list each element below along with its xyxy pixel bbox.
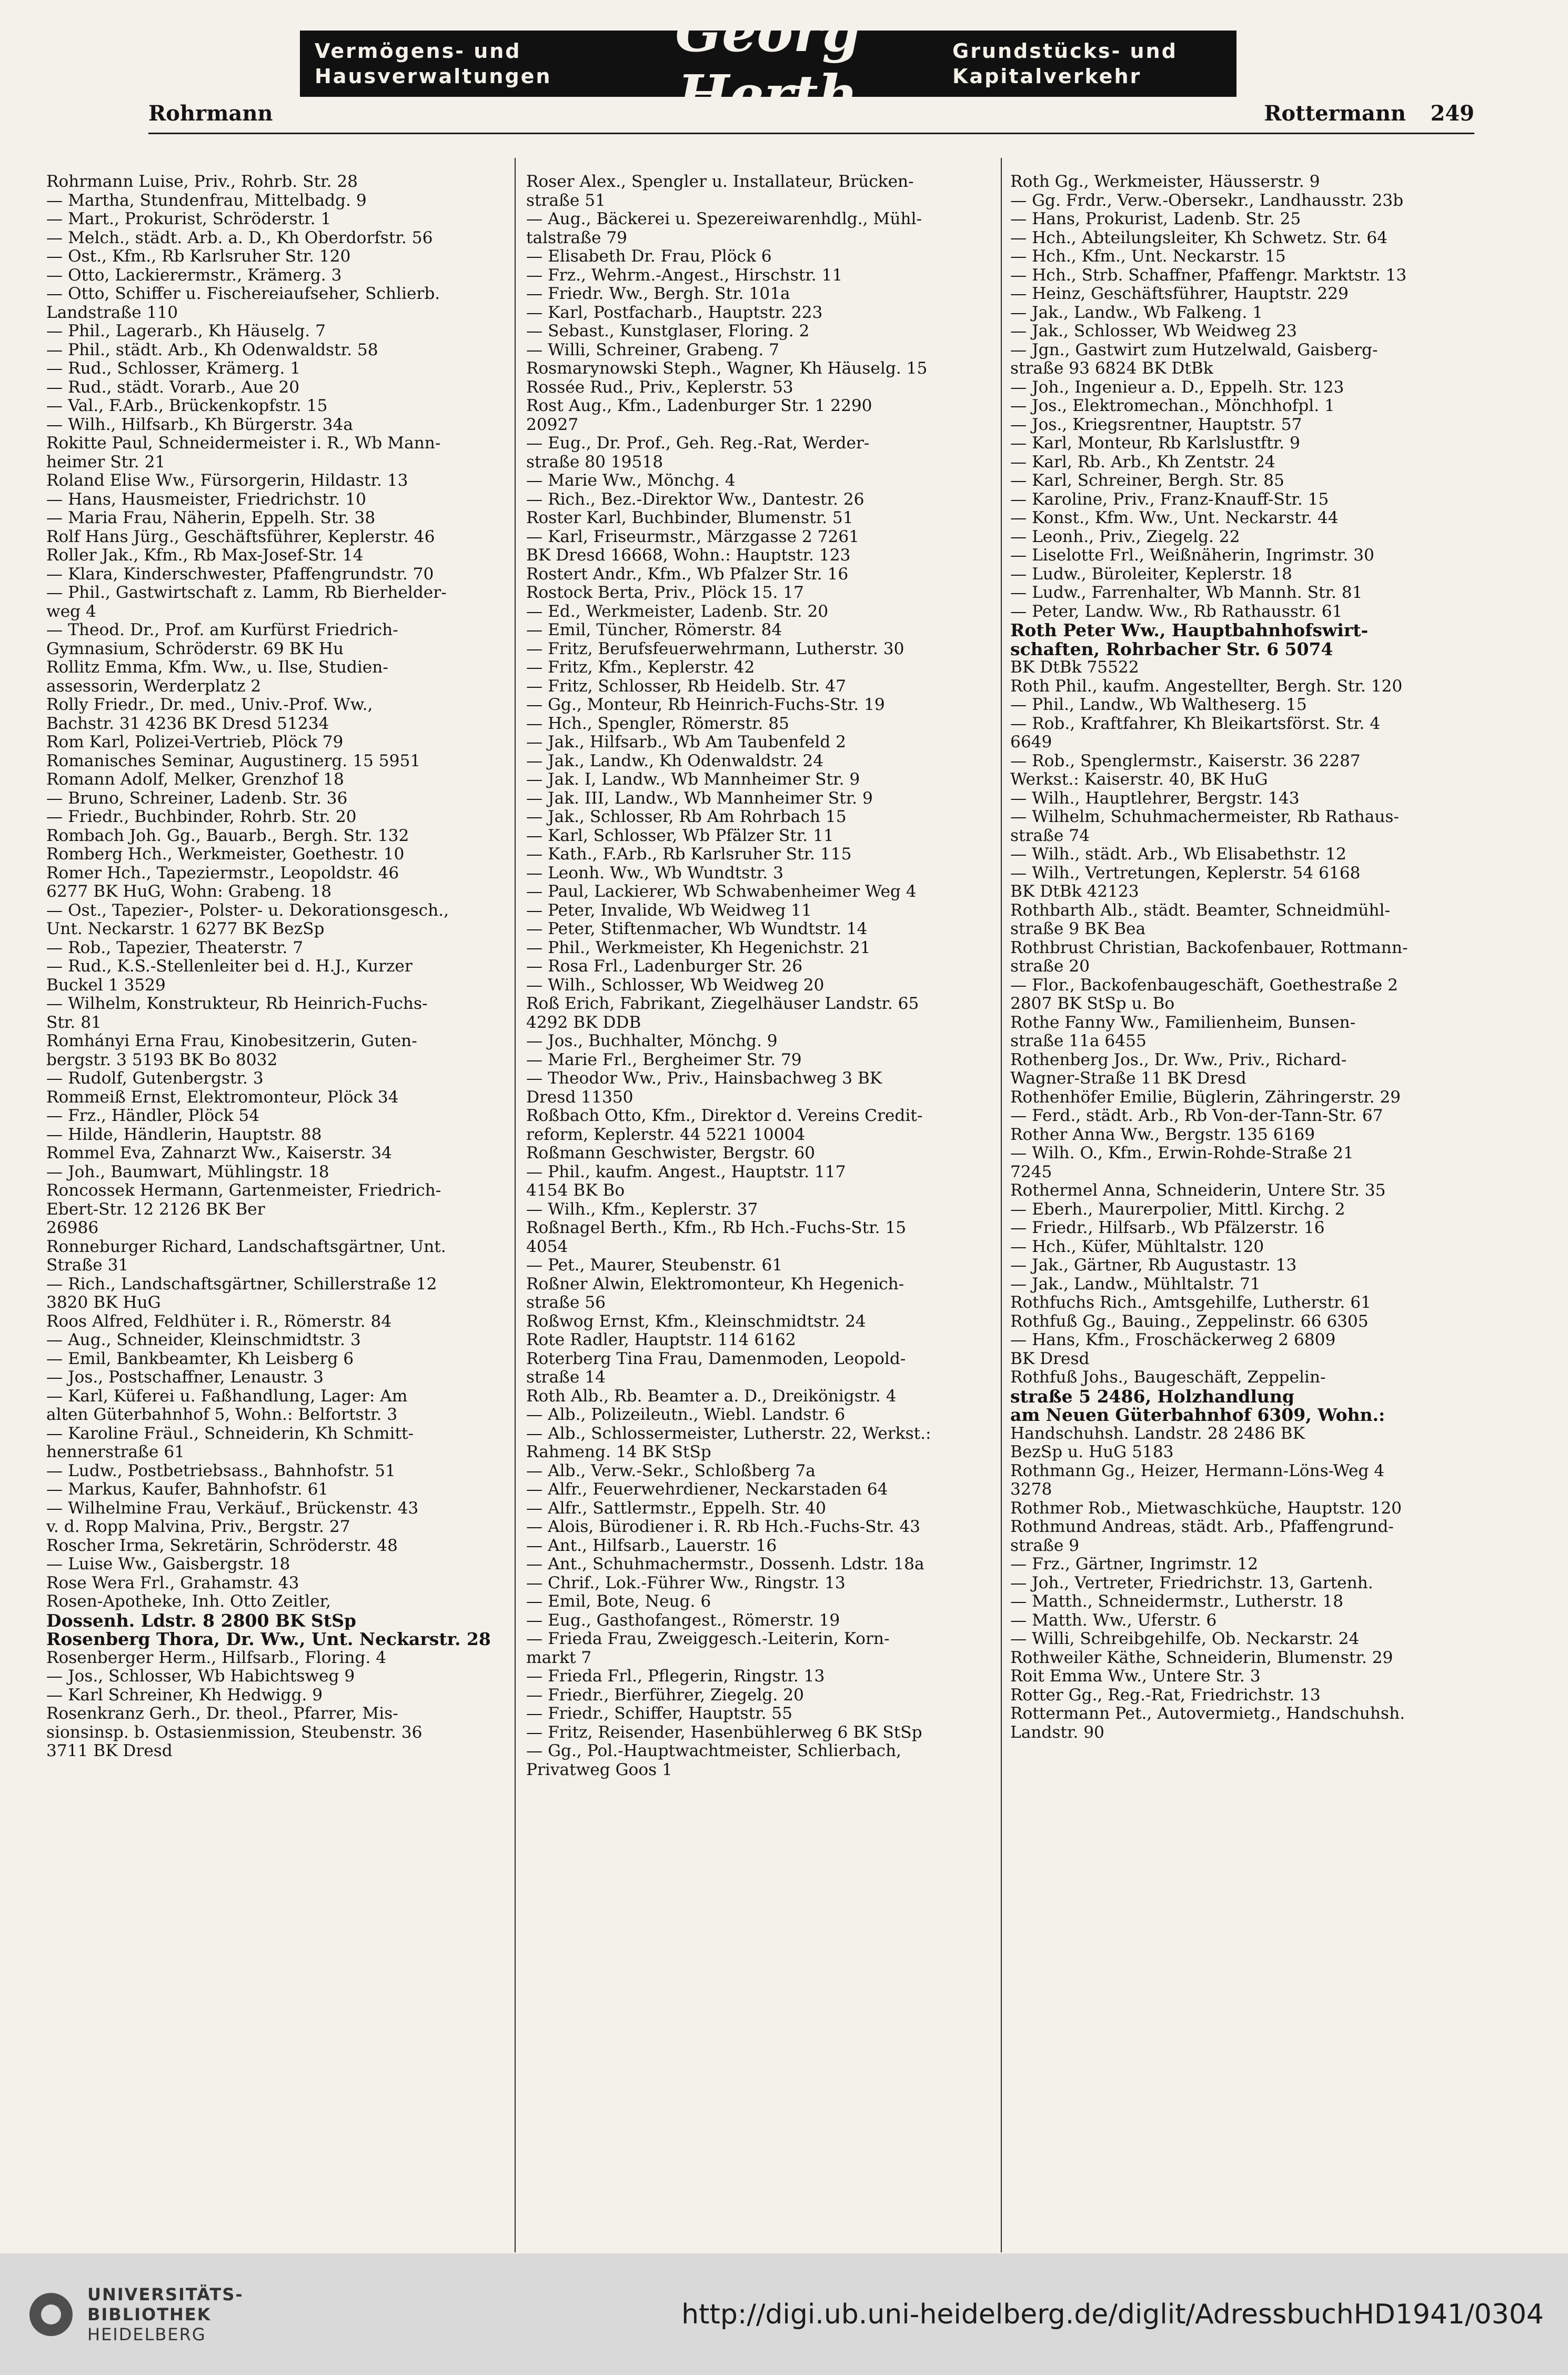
page-number: 249: [1430, 101, 1474, 126]
directory-entry: Roth Peter Ww., Hauptbahnhofswirt-: [1010, 621, 1369, 640]
directory-entry: Str. 81: [46, 1013, 102, 1032]
directory-entry: Rokitte Paul, Schneidermeister i. R., Wb Mann-: [46, 434, 441, 453]
directory-entry: Rothermel Anna, Schneiderin, Untere Str. 35: [1010, 1181, 1386, 1200]
directory-entry: — Bruno, Schreiner, Ladenb. Str. 36: [46, 789, 348, 808]
directory-entry: Landstraße 110: [46, 303, 178, 322]
directory-entry: — Rud., K.S.-Stellenleiter bei d. H.J., Kurzer: [46, 957, 413, 976]
directory-entry: — Hans, Prokurist, Ladenb. Str. 25: [1010, 210, 1301, 228]
directory-entry: — Flor., Backofenbaugeschäft, Goethestraße 2: [1010, 976, 1398, 995]
directory-entry: alten Güterbahnhof 5, Wohn.: Belfortstr. 3: [46, 1406, 398, 1424]
directory-entry: — Frz., Händler, Plöck 54: [46, 1107, 260, 1125]
directory-entry: Roit Emma Ww., Untere Str. 3: [1010, 1667, 1261, 1686]
directory-entry: Rommel Eva, Zahnarzt Ww., Kaiserstr. 34: [46, 1144, 392, 1163]
directory-entry: — Karl Schreiner, Kh Hedwigg. 9: [46, 1686, 323, 1705]
directory-entry: — Marie Ww., Mönchg. 4: [526, 472, 736, 490]
directory-entry: — Rich., Bez.-Direktor Ww., Dantestr. 26: [526, 490, 865, 509]
directory-entry: — Gg., Pol.-Hauptwachtmeister, Schlierbach,: [526, 1742, 901, 1760]
directory-entry: 3278: [1010, 1480, 1052, 1499]
directory-entry: Roncossek Hermann, Gartenmeister, Friedrich-: [46, 1181, 441, 1200]
directory-entry: — Wilh., Schlosser, Wb Weidweg 20: [526, 976, 825, 995]
directory-entry: Rostock Berta, Priv., Plöck 15. 17: [526, 584, 804, 602]
directory-entry: Rom Karl, Polizei-Vertrieb, Plöck 79: [46, 733, 344, 751]
directory-entry: Roscher Irma, Sekretärin, Schröderstr. 48: [46, 1536, 398, 1555]
directory-entry: — Alb., Schlossermeister, Lutherstr. 22, Werkst.:: [526, 1424, 931, 1443]
directory-entry: Romhányi Erna Frau, Kinobesitzerin, Guten-: [46, 1032, 417, 1050]
directory-entry: Roth Alb., Rb. Beamter a. D., Dreikönigstr. 4: [526, 1387, 897, 1406]
running-head: [148, 98, 1474, 129]
directory-entry: — Frz., Gärtner, Ingrimstr. 12: [1010, 1555, 1258, 1574]
directory-entry: — Maria Frau, Näherin, Eppelh. Str. 38: [46, 509, 376, 527]
directory-entry: — Rob., Tapezier, Theaterstr. 7: [46, 938, 304, 957]
directory-entry: — Markus, Kaufer, Bahnhofstr. 61: [46, 1480, 329, 1499]
directory-entry: — Otto, Schiffer u. Fischereiaufseher, Schlierb.: [46, 285, 440, 303]
directory-entry: — Karl, Rb. Arb., Kh Zentstr. 24: [1010, 453, 1275, 472]
directory-entry: — Jak. III, Landw., Wb Mannheimer Str. 9: [526, 789, 873, 808]
directory-entry: — Alb., Verw.-Sekr., Schloßberg 7a: [526, 1461, 816, 1480]
running-head-left: Rohrmann: [148, 101, 273, 126]
directory-entry: — Ludw., Farrenhalter, Wb Mannh. Str. 81: [1010, 584, 1363, 602]
directory-entry: — Willi, Schreibgehilfe, Ob. Neckarstr. 24: [1010, 1630, 1360, 1648]
directory-entry: Rother Anna Ww., Bergstr. 135 6169: [1010, 1125, 1315, 1144]
directory-entry: — Karl, Schreiner, Bergh. Str. 85: [1010, 472, 1284, 490]
directory-entry: Rothmann Gg., Heizer, Hermann-Löns-Weg 4: [1010, 1461, 1385, 1480]
directory-entry: — Theod. Dr., Prof. am Kurfürst Friedrich-: [46, 621, 398, 639]
directory-entry: Dossenh. Ldstr. 8 2800 BK StSp: [46, 1611, 357, 1630]
directory-entry: — Wilh., Hilfsarb., Kh Bürgerstr. 34a: [46, 415, 353, 434]
directory-entry: — Alb., Polizeileutn., Wiebl. Landstr. 6: [526, 1406, 846, 1424]
directory-entry: Rollitz Emma, Kfm. Ww., u. Ilse, Studien-: [46, 658, 388, 677]
directory-entry: — Hans, Hausmeister, Friedrichstr. 10: [46, 490, 366, 509]
directory-entry: Rosenkranz Gerh., Dr. theol., Pfarrer, Mis-: [46, 1705, 398, 1723]
directory-entry: — Theodor Ww., Priv., Hainsbachweg 3 BK: [526, 1069, 882, 1088]
directory-entry: — Heinz, Geschäftsführer, Hauptstr. 229: [1010, 285, 1349, 303]
directory-entry: Rosen-Apotheke, Inh. Otto Zeitler,: [46, 1592, 331, 1611]
directory-entry: talstraße 79: [526, 228, 628, 247]
directory-entry: — Friedr., Schiffer, Hauptstr. 55: [526, 1705, 792, 1723]
directory-entry: Roßbach Otto, Kfm., Direktor d. Vereins Credit-: [526, 1107, 923, 1125]
directory-entry: — Emil, Bankbeamter, Kh Leisberg 6: [46, 1349, 354, 1368]
directory-entry: — Marie Frl., Bergheimer Str. 79: [526, 1050, 802, 1069]
directory-entry: — Emil, Bote, Neug. 6: [526, 1592, 711, 1611]
directory-entry: — Alois, Bürodiener i. R. Rb Hch.-Fuchs-Str. 43: [526, 1518, 921, 1536]
directory-entry: — Eug., Dr. Prof., Geh. Reg.-Rat, Werder-: [526, 434, 870, 453]
directory-entry: — Jos., Kriegsrentner, Hauptstr. 57: [1010, 415, 1302, 434]
directory-entry: — Jak., Landw., Wb Falkeng. 1: [1010, 303, 1263, 322]
directory-entry: — Hch., Spengler, Römerstr. 85: [526, 714, 789, 733]
directory-entry: — Jos., Schlosser, Wb Habichtsweg 9: [46, 1667, 355, 1686]
directory-entry: Rottermann Pet., Autovermietg., Handschuhsh.: [1010, 1705, 1405, 1723]
directory-entry: — Luise Ww., Gaisbergstr. 18: [46, 1555, 290, 1574]
directory-entry: — Joh., Vertreter, Friedrichstr. 13, Gartenh.: [1010, 1574, 1373, 1592]
directory-entry: Rothe Fanny Ww., Familienheim, Bunsen-: [1010, 1013, 1356, 1032]
directory-entry: — Eug., Gasthofangest., Römerstr. 19: [526, 1611, 840, 1630]
directory-entry: — Phil., Gastwirtschaft z. Lamm, Rb Bierhelder-: [46, 584, 447, 602]
directory-entry: 4292 BK DDB: [526, 1013, 641, 1032]
directory-entry: Roßmann Geschwister, Bergstr. 60: [526, 1144, 816, 1163]
directory-entry: — Rosa Frl., Ladenburger Str. 26: [526, 957, 803, 976]
directory-entry: Roth Gg., Werkmeister, Häusserstr. 9: [1010, 173, 1320, 191]
banner-company-name: Georg Herth: [675, 0, 860, 127]
directory-entry: Ebert-Str. 12 2126 BK Ber: [46, 1200, 265, 1219]
directory-entry: — Jak., Schlosser, Rb Am Rohrbach 15: [526, 808, 847, 826]
directory-entry: Roos Alfred, Feldhüter i. R., Römerstr. 84: [46, 1312, 392, 1331]
directory-entry: — Jos., Postschaffner, Lenaustr. 3: [46, 1368, 324, 1387]
directory-entry: — Jak., Schlosser, Wb Weidweg 23: [1010, 322, 1297, 340]
directory-entry: — Wilh., Kfm., Keplerstr. 37: [526, 1200, 758, 1219]
directory-entry: — Otto, Lackierermstr., Krämerg. 3: [46, 266, 342, 285]
directory-entry: Roterberg Tina Frau, Damenmoden, Leopold-: [526, 1349, 906, 1368]
directory-entry: Buckel 1 3529: [46, 976, 166, 995]
directory-entry: 3711 BK Dresd: [46, 1742, 173, 1760]
directory-entry: straße 14: [526, 1368, 606, 1387]
directory-entry: — Frz., Wehrm.-Angest., Hirschstr. 11: [526, 266, 843, 285]
directory-entry: reform, Keplerstr. 44 5221 10004: [526, 1125, 806, 1144]
directory-entry: — Rob., Spenglermstr., Kaiserstr. 36 2287: [1010, 751, 1361, 770]
directory-entry: — Ost., Tapezier-, Polster- u. Dekorationsgesch.,: [46, 901, 449, 920]
directory-entry: Rothfuchs Rich., Amtsgehilfe, Lutherstr. 61: [1010, 1294, 1371, 1312]
directory-entry: — Leonh. Ww., Wb Wundtstr. 3: [526, 864, 783, 883]
directory-entry: — Fritz, Berufsfeuerwehrmann, Lutherstr. 30: [526, 639, 904, 658]
directory-entry: — Emil, Tüncher, Römerstr. 84: [526, 621, 782, 639]
directory-entry: — Val., F.Arb., Brückenkopfstr. 15: [46, 397, 328, 415]
directory-column-2: [526, 173, 1016, 2120]
directory-entry: Rothbrust Christian, Backofenbauer, Rottmann-: [1010, 938, 1408, 957]
directory-entry: — Ost., Kfm., Rb Karlsruher Str. 120: [46, 247, 351, 266]
directory-entry: assessorin, Werderplatz 2: [46, 677, 262, 696]
directory-entry: straße 74: [1010, 826, 1090, 845]
header-rule: [148, 133, 1474, 134]
library-logo: [29, 2284, 244, 2344]
directory-entry: Privatweg Goos 1: [526, 1760, 672, 1779]
directory-entry: Rolly Friedr., Dr. med., Univ.-Prof. Ww.,: [46, 696, 373, 714]
directory-entry: Rotter Gg., Reg.-Rat, Friedrichstr. 13: [1010, 1686, 1321, 1705]
directory-entry: — Matth. Ww., Uferstr. 6: [1010, 1611, 1217, 1630]
directory-entry: Rothenhöfer Emilie, Büglerin, Zähringerstr. 29: [1010, 1088, 1401, 1107]
directory-entry: — Rudolf, Gutenbergstr. 3: [46, 1069, 264, 1088]
directory-entry: — Leonh., Priv., Ziegelg. 22: [1010, 527, 1240, 546]
directory-entry: — Paul, Lackierer, Wb Schwabenheimer Weg 4: [526, 883, 917, 901]
directory-entry: bergstr. 3 5193 BK Bo 8032: [46, 1050, 278, 1069]
directory-entry: Rosenberger Herm., Hilfsarb., Floring. 4: [46, 1648, 387, 1667]
directory-entry: weg 4: [46, 602, 96, 621]
directory-entry: Rothmer Rob., Mietwaschküche, Hauptstr. 120: [1010, 1499, 1402, 1518]
directory-entry: Dresd 11350: [526, 1088, 634, 1107]
directory-entry: Roßner Alwin, Elektromonteur, Kh Hegenich-: [526, 1275, 904, 1294]
directory-entry: — Pet., Maurer, Steubenstr. 61: [526, 1256, 783, 1275]
directory-entry: — Chrif., Lok.-Führer Ww., Ringstr. 13: [526, 1574, 846, 1592]
directory-entry: — Alfr., Feuerwehrdiener, Neckarstaden 64: [526, 1480, 888, 1499]
directory-entry: — Hch., Strb. Schaffner, Pfaffengr. Marktstr. 13: [1010, 266, 1407, 285]
directory-entry: — Joh., Ingenieur a. D., Eppelh. Str. 123: [1010, 378, 1344, 397]
directory-entry: Rothenberg Jos., Dr. Ww., Priv., Richard-: [1010, 1050, 1347, 1069]
directory-entry: — Phil., städt. Arb., Kh Odenwaldstr. 58: [46, 340, 378, 359]
directory-entry: 6277 BK HuG, Wohn: Grabeng. 18: [46, 883, 332, 901]
directory-entry: — Mart., Prokurist, Schröderstr. 1: [46, 210, 331, 228]
directory-entry: Unt. Neckarstr. 1 6277 BK BezSp: [46, 920, 325, 938]
directory-entry: — Hch., Abteilungsleiter, Kh Schwetz. Str. 64: [1010, 228, 1388, 247]
directory-entry: — Phil., Werkmeister, Kh Hegenichstr. 21: [526, 938, 871, 957]
directory-entry: — Aug., Bäckerei u. Spezereiwarenhdlg., Mühl-: [526, 210, 922, 228]
directory-entry: 7245: [1010, 1163, 1052, 1181]
directory-entry: Rombach Joh. Gg., Bauarb., Bergh. Str. 132: [46, 826, 409, 845]
directory-column-1: [46, 173, 536, 2120]
directory-entry: straße 9: [1010, 1536, 1080, 1555]
directory-entry: hennerstraße 61: [46, 1443, 185, 1461]
directory-entry: — Karl, Schlosser, Wb Pfälzer Str. 11: [526, 826, 834, 845]
directory-entry: BK DtBk 42123: [1010, 883, 1139, 901]
directory-entry: — Jos., Buchhalter, Mönchg. 9: [526, 1032, 778, 1050]
directory-entry: 26986: [46, 1219, 99, 1237]
directory-entry: straße 11a 6455: [1010, 1032, 1147, 1050]
directory-entry: Rommeiß Ernst, Elektromonteur, Plöck 34: [46, 1088, 399, 1107]
directory-entry: 3820 BK HuG: [46, 1294, 161, 1312]
directory-entry: Bachstr. 31 4236 BK Dresd 51234: [46, 714, 329, 733]
directory-entry: Rosmarynowski Steph., Wagner, Kh Häuselg. 15: [526, 359, 928, 378]
directory-entry: BezSp u. HuG 5183: [1010, 1443, 1174, 1461]
directory-entry: Roßwog Ernst, Kfm., Kleinschmidtstr. 24: [526, 1312, 866, 1331]
directory-entry: — Melch., städt. Arb. a. D., Kh Oberdorfstr. 56: [46, 228, 433, 247]
directory-entry: — Wilhelm, Schuhmachermeister, Rb Rathaus-: [1010, 808, 1399, 826]
directory-entry: — Elisabeth Dr. Frau, Plöck 6: [526, 247, 772, 266]
advertisement-banner: [300, 0, 1237, 127]
directory-entry: — Karl, Friseurmstr., Märzgasse 2 7261: [526, 527, 859, 546]
directory-entry: — Hans, Kfm., Froschäckerweg 2 6809: [1010, 1331, 1336, 1349]
directory-entry: — Jak., Hilfsarb., Wb Am Taubenfeld 2: [526, 733, 846, 751]
directory-entry: — Friedr., Bierführer, Ziegelg. 20: [526, 1686, 804, 1705]
directory-entry: straße 9 BK Bea: [1010, 920, 1146, 938]
directory-entry: Ronneburger Richard, Landschaftsgärtner, Unt.: [46, 1237, 446, 1256]
directory-entry: Roster Karl, Buchbinder, Blumenstr. 51: [526, 509, 853, 527]
directory-entry: — Rud., städt. Vorarb., Aue 20: [46, 378, 300, 397]
directory-entry: Straße 31: [46, 1256, 129, 1275]
directory-entry: — Wilh., Vertretungen, Keplerstr. 54 6168: [1010, 864, 1361, 883]
directory-entry: — Wilh., Hauptlehrer, Bergstr. 143: [1010, 789, 1300, 808]
permalink-url[interactable]: http://digi.ub.uni-heidelberg.de/diglit/AdressbuchHD1941/0304: [681, 2298, 1544, 2330]
directory-entry: — Wilh. O., Kfm., Erwin-Rohde-Straße 21: [1010, 1144, 1354, 1163]
directory-entry: — Ed., Werkmeister, Ladenb. Str. 20: [526, 602, 829, 621]
directory-entry: — Fritz, Reisender, Hasenbühlerweg 6 BK StSp: [526, 1723, 922, 1742]
library-footer: [0, 2253, 1568, 2375]
directory-entry: Roßnagel Berth., Kfm., Rb Hch.-Fuchs-Str. 15: [526, 1219, 907, 1237]
directory-entry: Rote Radler, Hauptstr. 114 6162: [526, 1331, 796, 1349]
directory-entry: — Friedr. Ww., Bergh. Str. 101a: [526, 285, 790, 303]
directory-entry: Gymnasium, Schröderstr. 69 BK Hu: [46, 639, 344, 658]
directory-entry: — Ludw., Postbetriebsass., Bahnhofstr. 51: [46, 1461, 396, 1480]
directory-entry: — Friedr., Hilfsarb., Wb Pfälzerstr. 16: [1010, 1219, 1325, 1237]
directory-entry: Rostert Andr., Kfm., Wb Pfalzer Str. 16: [526, 565, 849, 584]
directory-entry: Landstr. 90: [1010, 1723, 1104, 1742]
directory-entry: — Fritz, Schlosser, Rb Heidelb. Str. 47: [526, 677, 846, 696]
directory-entry: — Aug., Schneider, Kleinschmidtstr. 3: [46, 1331, 361, 1349]
directory-entry: 4154 BK Bo: [526, 1181, 625, 1200]
directory-entry: — Matth., Schneidermstr., Lutherstr. 18: [1010, 1592, 1343, 1611]
directory-entry: — Peter, Stiftenmacher, Wb Wundtstr. 14: [526, 920, 868, 938]
directory-entry: — Phil., kaufm. Angest., Hauptstr. 117: [526, 1163, 846, 1181]
directory-entry: sionsinsp. b. Ostasienmission, Steubenstr. 36: [46, 1723, 423, 1742]
directory-entry: — Jak., Landw., Kh Odenwaldstr. 24: [526, 751, 824, 770]
directory-entry: Romann Adolf, Melker, Grenzhof 18: [46, 770, 344, 789]
directory-entry: — Hilde, Händlerin, Hauptstr. 88: [46, 1125, 322, 1144]
directory-entry: Rolf Hans Jürg., Geschäftsführer, Keplerstr. 46: [46, 527, 435, 546]
directory-entry: — Karl, Küferei u. Faßhandlung, Lager: Am: [46, 1387, 408, 1406]
directory-entry: 4054: [526, 1237, 568, 1256]
directory-entry: straße 51: [526, 191, 606, 210]
directory-entry: — Rich., Landschaftsgärtner, Schillerstraße 12: [46, 1275, 437, 1294]
directory-entry: — Rud., Schlosser, Krämerg. 1: [46, 359, 301, 378]
directory-entry: — Karl, Postfacharb., Hauptstr. 223: [526, 303, 823, 322]
directory-entry: Handschuhsh. Landstr. 28 2486 BK: [1010, 1424, 1305, 1443]
directory-entry: — Friedr., Buchbinder, Rohrb. Str. 20: [46, 808, 357, 826]
directory-entry: v. d. Ropp Malvina, Priv., Bergstr. 27: [46, 1518, 350, 1536]
directory-entry: — Frieda Frau, Zweiggesch.-Leiterin, Korn-: [526, 1630, 890, 1648]
directory-entry: Rothbarth Alb., städt. Beamter, Schneidmühl-: [1010, 901, 1391, 920]
directory-entry: — Karoline Fräul., Schneiderin, Kh Schmitt-: [46, 1424, 414, 1443]
directory-entry: — Jgn., Gastwirt zum Hutzelwald, Gaisberg-: [1010, 340, 1378, 359]
directory-entry: — Jos., Elektromechan., Mönchhofpl. 1: [1010, 397, 1335, 415]
directory-entry: — Jak., Landw., Mühltalstr. 71: [1010, 1275, 1261, 1294]
directory-entry: — Phil., Landw., Wb Waltheserg. 15: [1010, 696, 1307, 714]
directory-entry: — Phil., Lagerarb., Kh Häuselg. 7: [46, 322, 326, 340]
directory-entry: — Klara, Kinderschwester, Pfaffengrundstr. 70: [46, 565, 434, 584]
directory-entry: — Peter, Landw. Ww., Rb Rathausstr. 61: [1010, 602, 1343, 621]
directory-entry: straße 20: [1010, 957, 1090, 976]
directory-entry: straße 80 19518: [526, 453, 664, 472]
directory-entry: Rossée Rud., Priv., Keplerstr. 53: [526, 378, 793, 397]
directory-entry: 2807 BK StSp u. Bo: [1010, 995, 1175, 1013]
directory-entry: Roland Elise Ww., Fürsorgerin, Hildastr. 13: [46, 472, 408, 490]
directory-entry: — Liselotte Frl., Weißnäherin, Ingrimstr. 30: [1010, 546, 1374, 565]
directory-entry: Romer Hch., Tapeziermstr., Leopoldstr. 46: [46, 864, 399, 883]
directory-entry: — Gg. Frdr., Verw.-Obersekr., Landhausstr. 23b: [1010, 191, 1404, 210]
directory-entry: — Ferd., städt. Arb., Rb Von-der-Tann-Str. 67: [1010, 1107, 1383, 1125]
directory-entry: Rahmeng. 14 BK StSp: [526, 1443, 711, 1461]
directory-entry: Roß Erich, Fabrikant, Ziegelhäuser Landstr. 65: [526, 995, 919, 1013]
directory-entry: BK Dresd: [1010, 1349, 1090, 1368]
directory-entry: — Ludw., Büroleiter, Keplerstr. 18: [1010, 565, 1292, 584]
directory-entry: — Frieda Frl., Pflegerin, Ringstr. 13: [526, 1667, 825, 1686]
directory-entry: Rohrmann Luise, Priv., Rohrb. Str. 28: [46, 173, 358, 191]
directory-entry: — Fritz, Kfm., Keplerstr. 42: [526, 658, 755, 677]
directory-entry: Roller Jak., Kfm., Rb Max-Josef-Str. 14: [46, 546, 364, 565]
directory-entry: — Eberh., Maurerpolier, Mittl. Kirchg. 2: [1010, 1200, 1345, 1219]
directory-entry: heimer Str. 21: [46, 453, 166, 472]
directory-entry: — Wilhelm, Konstrukteur, Rb Heinrich-Fuchs-: [46, 995, 428, 1013]
directory-entry: Romanisches Seminar, Augustinerg. 15 5951: [46, 751, 421, 770]
directory-entry: — Gg., Monteur, Rb Heinrich-Fuchs-Str. 19: [526, 696, 885, 714]
directory-entry: Romberg Hch., Werkmeister, Goethestr. 10: [46, 845, 405, 864]
directory-entry: — Ant., Schuhmachermstr., Dossenh. Ldstr. 18a: [526, 1555, 924, 1574]
directory-entry: straße 93 6824 BK DtBk: [1010, 359, 1213, 378]
banner-left-text: Vermögens- und Hausverwaltungen: [315, 39, 552, 88]
library-seal-icon: [29, 2293, 73, 2336]
directory-entry: Roser Alex., Spengler u. Installateur, Brücken-: [526, 173, 914, 191]
directory-entry: — Jak., Gärtner, Rb Augustastr. 13: [1010, 1256, 1297, 1275]
directory-entry: — Rob., Kraftfahrer, Kh Bleikartsförst. Str. 4: [1010, 714, 1381, 733]
directory-entry: Rothfuß Johs., Baugeschäft, Zeppelin-: [1010, 1368, 1326, 1387]
directory-entry: Wagner-Straße 11 BK Dresd: [1010, 1069, 1247, 1088]
directory-entry: straße 56: [526, 1294, 606, 1312]
library-name: UNIVERSITÄTS- BIBLIOTHEK HEIDELBERG: [87, 2284, 244, 2344]
directory-entry: Rose Wera Frl., Grahamstr. 43: [46, 1574, 299, 1592]
directory-entry: — Konst., Kfm. Ww., Unt. Neckarstr. 44: [1010, 509, 1339, 527]
directory-entry: — Karl, Monteur, Rb Karlslustftr. 9: [1010, 434, 1300, 453]
directory-entry: — Willi, Schreiner, Grabeng. 7: [526, 340, 779, 359]
directory-entry: — Ant., Hilfsarb., Lauerstr. 16: [526, 1536, 777, 1555]
directory-entry: — Jak. I, Landw., Wb Mannheimer Str. 9: [526, 770, 860, 789]
directory-entry: 6649: [1010, 733, 1052, 751]
directory-entry: BK DtBk 75522: [1010, 658, 1139, 677]
directory-entry: — Karoline, Priv., Franz-Knauff-Str. 15: [1010, 490, 1329, 509]
directory-entry: — Hch., Kfm., Unt. Neckarstr. 15: [1010, 247, 1286, 266]
directory-entry: — Martha, Stundenfrau, Mittelbadg. 9: [46, 191, 367, 210]
directory-entry: Rothmund Andreas, städt. Arb., Pfaffengrund-: [1010, 1518, 1394, 1536]
running-head-right: Rottermann: [1264, 101, 1406, 126]
directory-entry: am Neuen Güterbahnhof 6309, Wohn.:: [1010, 1406, 1385, 1425]
directory-entry: BK Dresd 16668, Wohn.: Hauptstr. 123: [526, 546, 851, 565]
directory-entry: Rost Aug., Kfm., Ladenburger Str. 1 2290: [526, 397, 872, 415]
directory-entry: — Wilhelmine Frau, Verkäuf., Brückenstr. 43: [46, 1499, 419, 1518]
directory-entry: — Sebast., Kunstglaser, Floring. 2: [526, 322, 810, 340]
directory-entry: Roth Phil., kaufm. Angestellter, Bergh. Str. 120: [1010, 677, 1403, 696]
directory-entry: Rosenberg Thora, Dr. Ww., Unt. Neckarstr. 28: [46, 1630, 491, 1649]
directory-entry: — Peter, Invalide, Wb Weidweg 11: [526, 901, 812, 920]
directory-entry: Werkst.: Kaiserstr. 40, BK HuG: [1010, 770, 1268, 789]
directory-entry: 20927: [526, 415, 579, 434]
directory-entry: markt 7: [526, 1648, 592, 1667]
directory-entry: schaften, Rohrbacher Str. 6 5074: [1010, 639, 1333, 658]
directory-entry: — Alfr., Sattlermstr., Eppelh. Str. 40: [526, 1499, 826, 1518]
directory-column-3: [1010, 173, 1500, 2120]
directory-entry: — Kath., F.Arb., Rb Karlsruher Str. 115: [526, 845, 852, 864]
directory-entry: straße 5 2486, Holzhandlung: [1010, 1387, 1294, 1406]
directory-entry: — Hch., Küfer, Mühltalstr. 120: [1010, 1237, 1264, 1256]
directory-entry: Rothfuß Gg., Bauing., Zeppelinstr. 66 6305: [1010, 1312, 1369, 1331]
directory-entry: — Wilh., städt. Arb., Wb Elisabethstr. 12: [1010, 845, 1346, 864]
banner-right-text: Grundstücks- und Kapitalverkehr: [952, 39, 1178, 88]
directory-entry: — Joh., Baumwart, Mühlingstr. 18: [46, 1163, 329, 1181]
directory-entry: Rothweiler Käthe, Schneiderin, Blumenstr. 29: [1010, 1648, 1393, 1667]
